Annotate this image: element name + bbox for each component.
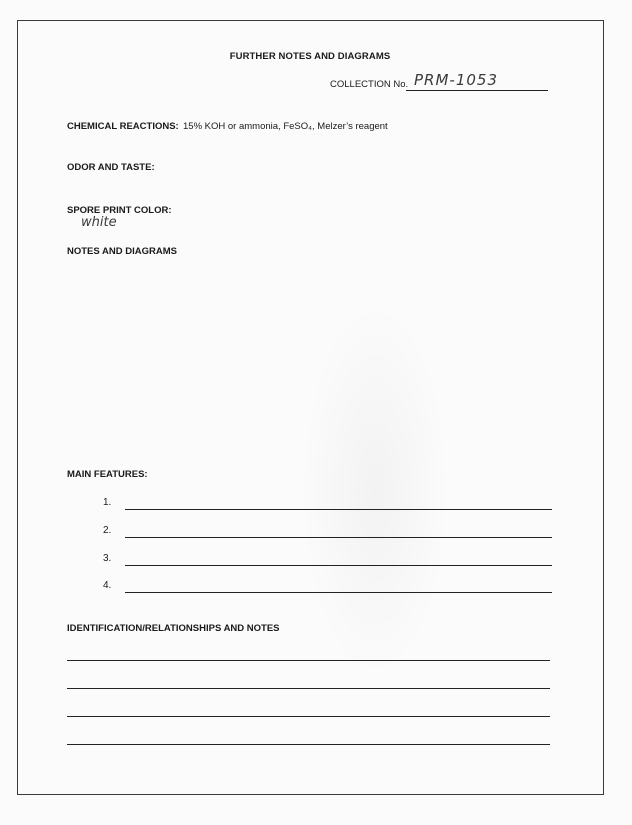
- collection-label: COLLECTION No.: [330, 79, 409, 90]
- page-border: [17, 20, 604, 795]
- main-features-label: MAIN FEATURES:: [67, 469, 148, 480]
- collection-number-value: PRM-1053: [414, 71, 498, 89]
- spore-print-color-label: SPORE PRINT COLOR:: [67, 205, 172, 216]
- main-feature-row: [103, 580, 555, 594]
- identification-label: IDENTIFICATION/RELATIONSHIPS AND NOTES: [67, 623, 280, 634]
- chemical-reactions-text: 15% KOH or ammonia, FeSO₄, Melzer’s reagent: [183, 121, 388, 132]
- main-feature-row: [103, 553, 555, 567]
- main-feature-row: [103, 525, 555, 539]
- main-feature-number: 3.: [103, 553, 112, 564]
- identification-notes-line[interactable]: [67, 688, 550, 689]
- identification-notes-line[interactable]: [67, 744, 550, 745]
- main-feature-line[interactable]: [125, 509, 552, 510]
- main-feature-line[interactable]: [125, 592, 552, 593]
- odor-taste-label: ODOR AND TASTE:: [67, 162, 155, 173]
- page-title: FURTHER NOTES AND DIAGRAMS: [229, 51, 391, 62]
- main-feature-line[interactable]: [125, 565, 552, 566]
- notes-diagrams-label: NOTES AND DIAGRAMS: [67, 246, 177, 257]
- identification-notes-line[interactable]: [67, 716, 550, 717]
- identification-notes-line[interactable]: [67, 660, 550, 661]
- main-feature-number: 1.: [103, 497, 112, 508]
- main-feature-line[interactable]: [125, 537, 552, 538]
- collection-field-line[interactable]: [406, 90, 548, 91]
- main-feature-row: [103, 497, 555, 511]
- main-feature-number: 2.: [103, 525, 112, 536]
- spore-print-color-value: white: [81, 215, 117, 230]
- chemical-reactions-label: CHEMICAL REACTIONS:: [67, 121, 179, 132]
- main-feature-number: 4.: [103, 580, 112, 591]
